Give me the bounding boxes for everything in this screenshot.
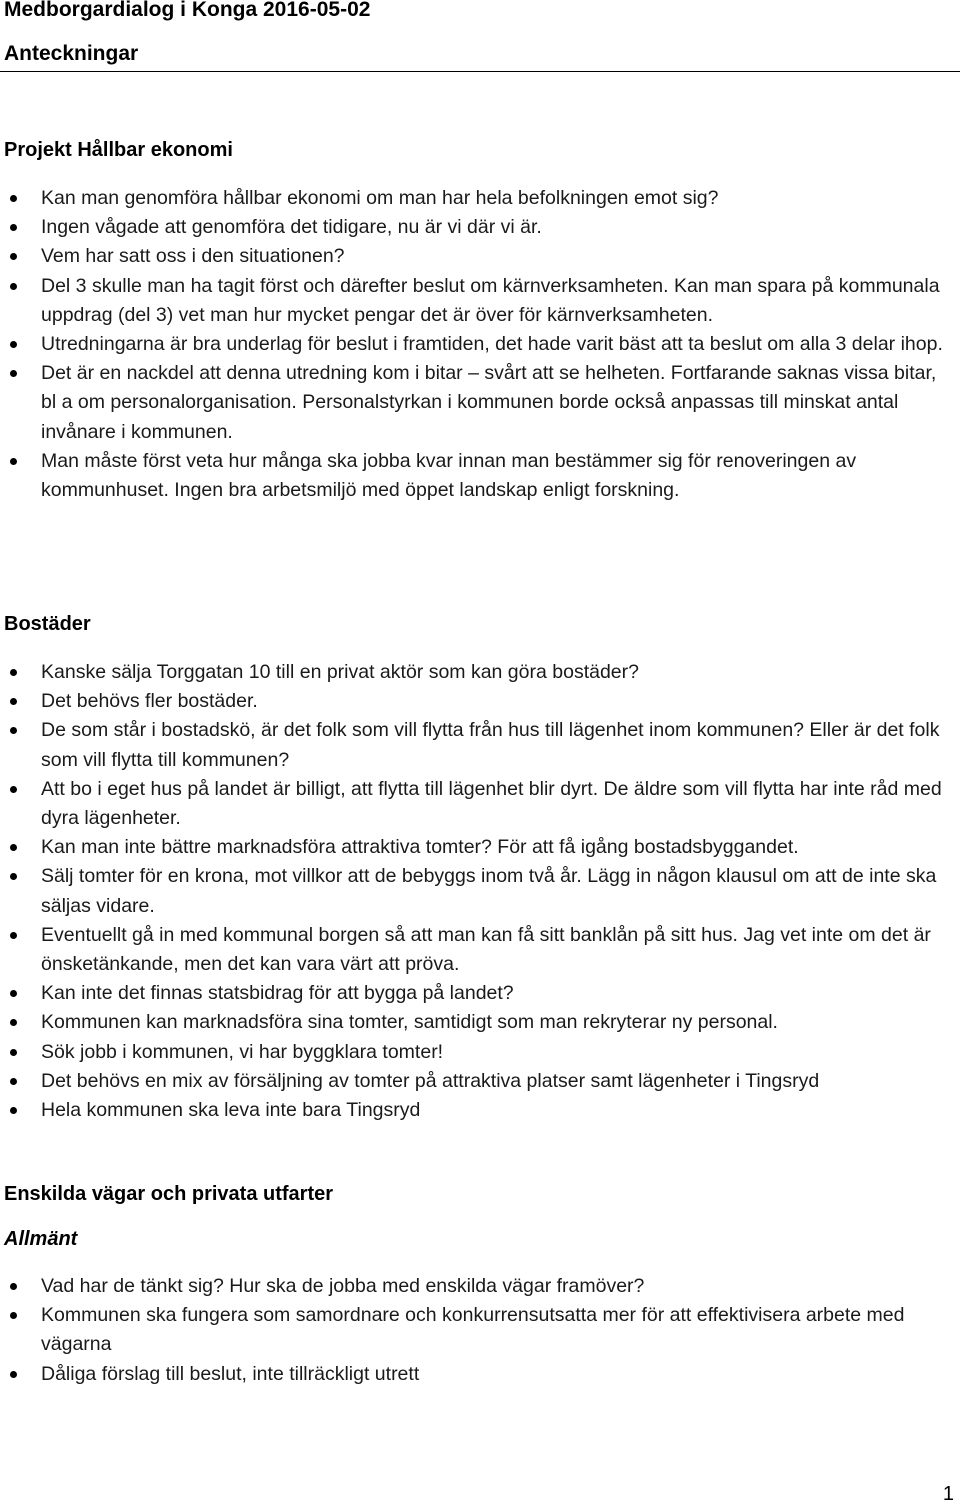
title-divider bbox=[0, 71, 960, 72]
bullet-icon bbox=[10, 786, 17, 793]
list-item-text: Det är en nackdel att denna utredning kom i bitar – svårt att se helheten. Fortfarande saknas vissa bitar, bl a om personalorganisation. Personalstyrkan i kommunen borde också anpassas till minskat antal invånare i kommunen. bbox=[41, 362, 937, 443]
bullet-icon bbox=[10, 283, 17, 290]
list-item bbox=[0, 184, 960, 213]
list-item bbox=[0, 658, 960, 687]
list-item bbox=[0, 716, 960, 774]
bullet-list-enskilda-vagar bbox=[0, 1272, 960, 1389]
list-item bbox=[0, 921, 960, 979]
list-item-text: Kan inte det finnas statsbidrag för att bygga på landet? bbox=[41, 982, 514, 1005]
bullet-icon bbox=[10, 1371, 17, 1378]
list-item-text: Eventuellt gå in med kommunal borgen så att man kan få sitt banklån på sitt hus. Jag vet inte om det är önsketänkande, men det kan vara värt att pröva. bbox=[41, 923, 931, 976]
list-item bbox=[0, 330, 960, 359]
list-item-text: Kan man inte bättre marknadsföra attraktiva tomter? För att få igång bostadsbyggandet. bbox=[41, 836, 799, 859]
list-item-text: Dåliga förslag till beslut, inte tillräckligt utrett bbox=[41, 1362, 420, 1385]
bullet-icon bbox=[10, 341, 17, 348]
list-item-text: Hela kommunen ska leva inte bara Tingsryd bbox=[41, 1099, 421, 1122]
bullet-icon bbox=[10, 990, 17, 997]
bullet-icon bbox=[10, 1078, 17, 1085]
bullet-icon bbox=[10, 458, 17, 465]
document-title: Medborgardialog i Konga 2016-05-02 bbox=[4, 0, 371, 21]
list-item-text: Utredningarna är bra underlag för beslut i framtiden, det hade varit bäst att ta beslut om alla 3 delar ihop. bbox=[41, 333, 943, 356]
bullet-icon bbox=[10, 1312, 17, 1319]
bullet-icon bbox=[10, 1049, 17, 1056]
bullet-icon bbox=[10, 1107, 17, 1114]
list-item bbox=[0, 979, 960, 1008]
list-item-text: Kan man genomföra hållbar ekonomi om man har hela befolkningen emot sig? bbox=[41, 187, 719, 209]
bullet-list-bostader bbox=[0, 658, 960, 1125]
list-item bbox=[0, 272, 960, 330]
list-item-text: Det behövs en mix av försäljning av tomter på attraktiva platser samt lägenheter i Tingsryd bbox=[41, 1069, 820, 1092]
list-item bbox=[0, 359, 960, 447]
list-item-text: Kommunen kan marknadsföra sina tomter, samtidigt som man rekryterar ny personal. bbox=[41, 1011, 778, 1034]
bullet-icon bbox=[10, 698, 17, 705]
list-item-text: Kanske sälja Torggatan 10 till en privat aktör som kan göra bostäder? bbox=[41, 661, 639, 683]
bullet-icon bbox=[10, 844, 17, 851]
bullet-icon bbox=[10, 669, 17, 676]
list-item-text: Kommunen ska fungera som samordnare och konkurrensutsatta mer för att effektivisera arbete med vägarna bbox=[41, 1304, 905, 1356]
list-item-text: Sälj tomter för en krona, mot villkor att de bebyggs inom två år. Lägg in någon klausul om att de inte ska säljas vidare. bbox=[41, 865, 937, 917]
list-item-text: Sök jobb i kommunen, vi har byggklara tomter! bbox=[41, 1040, 444, 1063]
bullet-list-hallbar-ekonomi bbox=[0, 184, 960, 505]
bullet-icon bbox=[10, 224, 17, 231]
list-item-text: Det behövs fler bostäder. bbox=[41, 690, 258, 713]
list-item-text: Del 3 skulle man ha tagit först och därefter beslut om kärnverksamheten. Kan man spara på kommunala uppdrag (del 3) vet man hur mycket pengar det är över för kärnverksamheten. bbox=[41, 274, 940, 326]
section-heading-enskilda-vagar: Enskilda vägar och privata utfarter bbox=[4, 1183, 334, 1205]
list-item bbox=[0, 1008, 960, 1037]
bullet-icon bbox=[10, 932, 17, 939]
list-item bbox=[0, 687, 960, 716]
list-item-text: Att bo i eget hus på landet är billigt, att flytta till lägenhet blir dyrt. De äldre som vill flytta har inte råd med dyra lägenheter. bbox=[41, 777, 942, 830]
bullet-icon bbox=[10, 253, 17, 260]
section-heading-bostader: Bostäder bbox=[4, 613, 91, 635]
bullet-icon bbox=[10, 195, 17, 202]
list-item-text: Man måste först veta hur många ska jobba kvar innan man bestämmer sig för renoveringen av kommunhuset. Ingen bra arbetsmiljö med öppet landskap enligt forskning. bbox=[41, 449, 857, 502]
list-item bbox=[0, 447, 960, 505]
bullet-icon bbox=[10, 727, 17, 734]
list-item-text: Vem har satt oss i den situationen? bbox=[41, 245, 345, 268]
list-item bbox=[0, 1301, 960, 1359]
bullet-icon bbox=[10, 873, 17, 880]
bullet-icon bbox=[10, 1283, 17, 1290]
section-heading-hallbar-ekonomi: Projekt Hållbar ekonomi bbox=[4, 139, 233, 161]
bullet-icon bbox=[10, 370, 17, 377]
list-item-text: Ingen vågade att genomföra det tidigare, nu är vi där vi är. bbox=[41, 216, 542, 239]
list-item bbox=[0, 1038, 960, 1067]
page-number: 1 bbox=[942, 1483, 954, 1505]
bullet-icon bbox=[10, 1019, 17, 1026]
list-item bbox=[0, 1272, 960, 1301]
list-item bbox=[0, 1067, 960, 1096]
list-item bbox=[0, 1096, 960, 1125]
document-subtitle: Anteckningar bbox=[4, 42, 139, 65]
list-item bbox=[0, 775, 960, 833]
list-item bbox=[0, 213, 960, 242]
subsection-heading-allmant: Allmänt bbox=[4, 1228, 78, 1250]
list-item bbox=[0, 1360, 960, 1389]
list-item bbox=[0, 862, 960, 920]
list-item bbox=[0, 242, 960, 271]
list-item bbox=[0, 833, 960, 862]
list-item-text: Vad har de tänkt sig? Hur ska de jobba med enskilda vägar framöver? bbox=[41, 1275, 645, 1297]
list-item-text: De som står i bostadskö, är det folk som vill flytta från hus till lägenhet inom kommunen? Eller är det folk som vill flytta till kommunen? bbox=[41, 719, 940, 771]
